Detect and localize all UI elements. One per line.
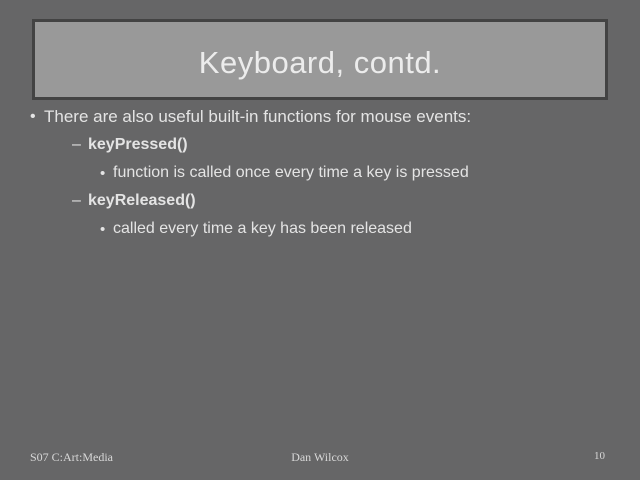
bullet-icon: • — [30, 108, 36, 125]
slide-body — [0, 103, 640, 243]
slide-footer — [0, 450, 640, 466]
bullet-line-5 — [0, 215, 640, 243]
dash-icon: – — [72, 192, 81, 209]
footer-course-label: S07 C:Art:Media — [30, 450, 113, 464]
bullet-text: called every time a key has been released — [113, 220, 412, 237]
bullet-line-2 — [0, 131, 640, 159]
bullet-icon: • — [100, 220, 106, 238]
slide-title-box — [32, 19, 608, 100]
bullet-text: keyPressed() — [88, 136, 188, 153]
bullet-text: There are also useful built-in functions for mouse events: — [44, 107, 472, 126]
bullet-line-3 — [0, 159, 640, 187]
dash-icon: – — [72, 136, 81, 153]
bullet-text: keyReleased() — [88, 192, 196, 209]
bullet-icon: • — [100, 164, 106, 182]
footer-author: Dan Wilcox — [291, 450, 349, 464]
bullet-text: function is called once every time a key is pressed — [113, 164, 469, 181]
bullet-line-1 — [0, 103, 640, 131]
page-number: 10 — [594, 450, 605, 462]
slide-title: Keyboard, contd. — [198, 44, 442, 80]
bullet-line-4 — [0, 187, 640, 215]
